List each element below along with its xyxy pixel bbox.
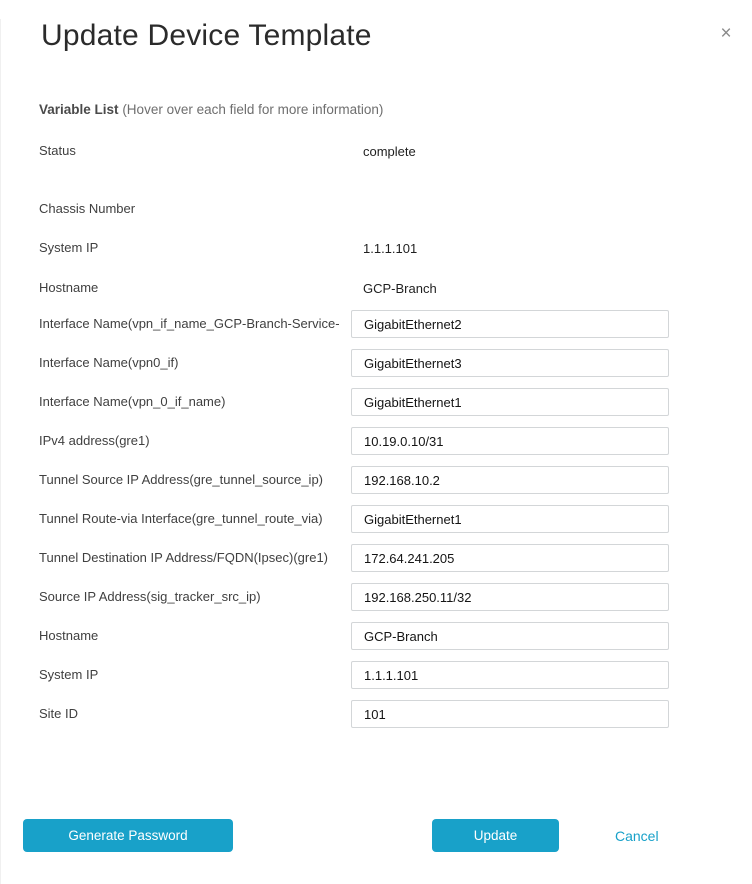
field-row-tunnel-destination-ip [39,544,752,572]
field-row-site-id [39,700,752,728]
dialog-title: Update Device Template [41,19,372,52]
field-label: Status [39,143,76,158]
field-label: Chassis Number [39,201,136,216]
interface-name-service-input[interactable] [351,310,669,338]
close-icon[interactable]: × [720,23,732,44]
system-ip-input[interactable] [351,661,669,689]
variable-list-title: Variable List [39,102,119,117]
field-label: Tunnel Source IP Address(gre_tunnel_source_ip) [39,472,324,487]
interface-name-vpn0-if-input[interactable] [351,349,669,377]
field-value: 1.1.1.101 [363,240,418,256]
field-row-ipv4-address-gre1 [39,427,752,455]
field-label: Interface Name(vpn_if_name_GCP-Branch-Service- [39,316,340,331]
tunnel-destination-ip-input[interactable] [351,544,669,572]
generate-password-button[interactable]: Generate Password [23,819,233,852]
field-row-tunnel-route-via [39,505,752,533]
field-label: Tunnel Destination IP Address/FQDN(Ipsec)(gre1) [39,550,329,565]
field-row-interface-name-service [39,310,752,338]
field-row-tunnel-source-ip [39,466,752,494]
field-label: Hostname [39,628,99,643]
hostname-input[interactable] [351,622,669,650]
field-row-status [39,143,752,159]
field-label: Site ID [39,706,79,721]
site-id-input[interactable] [351,700,669,728]
field-row-system-ip-editable [39,661,752,689]
editable-variable-list [39,310,752,728]
field-row-hostname [39,280,752,296]
field-row-sig-tracker-source-ip [39,583,752,611]
tunnel-route-via-input[interactable] [351,505,669,533]
field-label: Hostname [39,280,99,295]
field-row-interface-name-vpn-0-if-name [39,388,752,416]
field-row-chassis-number [39,201,752,217]
field-value: GCP-Branch [363,280,437,296]
tunnel-source-ip-input[interactable] [351,466,669,494]
field-label: System IP [39,667,99,682]
field-row-system-ip [39,240,752,256]
field-label: IPv4 address(gre1) [39,433,150,448]
update-button[interactable]: Update [432,819,559,852]
field-label: System IP [39,240,99,255]
variable-list-note: (Hover over each field for more information) [122,102,384,117]
field-label: Source IP Address(sig_tracker_src_ip) [39,589,261,604]
field-label: Interface Name(vpn0_if) [39,355,179,370]
interface-name-vpn-0-if-name-input[interactable] [351,388,669,416]
field-label: Tunnel Route-via Interface(gre_tunnel_route_via) [39,511,323,526]
variable-list [39,143,752,728]
sig-tracker-source-ip-input[interactable] [351,583,669,611]
variable-list-header [39,102,752,117]
ipv4-address-gre1-input[interactable] [351,427,669,455]
dialog-footer [1,819,752,852]
field-row-hostname-editable [39,622,752,650]
cancel-button[interactable]: Cancel [615,827,659,844]
field-label: Interface Name(vpn_0_if_name) [39,394,226,409]
field-value: complete [363,143,416,159]
field-row-interface-name-vpn0-if [39,349,752,377]
